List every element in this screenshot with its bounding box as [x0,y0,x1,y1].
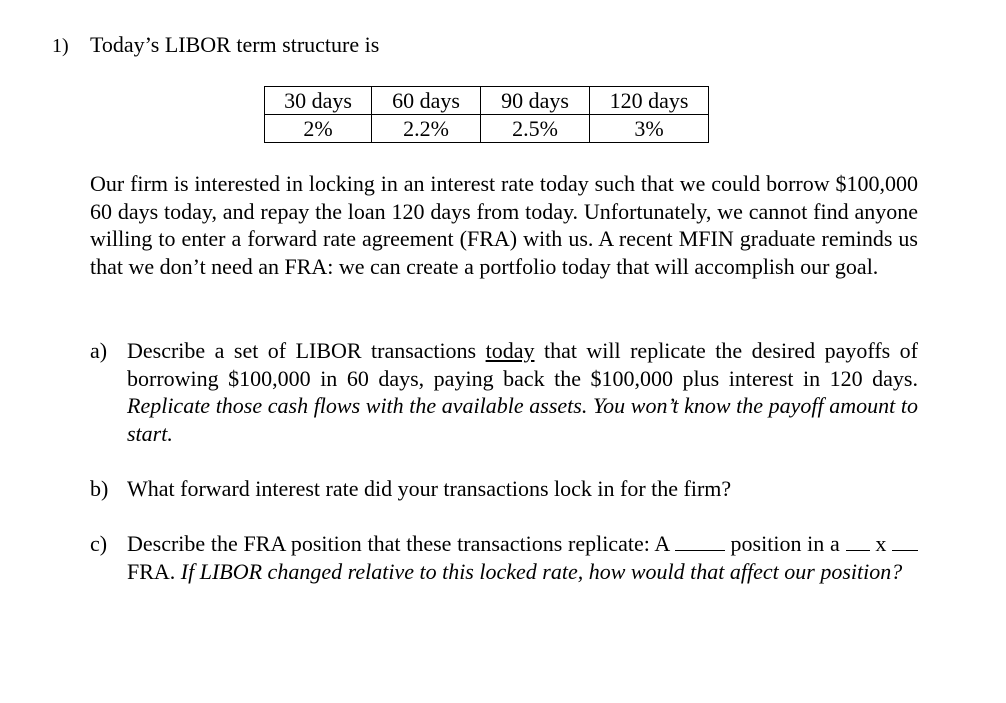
tenor-cell: 60 days [372,87,481,115]
fra-start-blank [846,534,870,551]
part-a-body [127,337,918,447]
position-blank [675,534,725,551]
part-b [90,475,918,503]
part-a-text-1: Describe a set of LIBOR transactions [127,338,477,363]
rate-cell: 2.2% [372,115,481,143]
x-symbol: x [875,531,887,556]
intro-paragraph: Our firm is interested in locking in an interest rate today such that we could borrow $100,000 60 days today, and repay the loan 120 days from today. Unfortunately, we cannot find anyone willing to enter a forward rate agreement (FRA) with us. A recent MFIN graduate reminds us that we don’t need an FRA: we can create a portfolio today that will accomplish our goal. [90,171,918,279]
question-number: 1) [52,35,69,57]
tenor-cell: 30 days [265,87,372,115]
part-c-text-2: position in a [730,531,840,556]
part-c-italic-question: If LIBOR changed relative to this locked rate, how would that affect our position? [180,558,903,584]
part-c [90,530,918,585]
tenor-cell: 90 days [481,87,590,115]
rate-cell: 2.5% [481,115,590,143]
part-c-text-3: FRA. [127,558,176,584]
question-title: Today’s LIBOR term structure is [90,32,380,57]
part-b-label: b) [90,476,109,501]
part-a-underlined-word: today [485,338,535,363]
part-c-label: c) [90,531,108,556]
part-a-italic-note: Replicate those cash flows with the available assets. You won’t know the payoff amount to start. [127,393,918,446]
part-c-body [127,530,918,585]
table-row-rates [265,115,709,143]
libor-term-structure-table [264,86,709,143]
part-c-text-1: Describe the FRA position that these transactions replicate: A [127,531,670,556]
part-a [90,337,918,447]
table-row-tenors [265,87,709,115]
part-b-body: What forward interest rate did your transactions lock in for the firm? [127,476,732,501]
tenor-cell: 120 days [590,87,709,115]
part-a-label: a) [90,338,108,363]
rate-cell: 2% [265,115,372,143]
part-a-text-2: that will replicate the desired payoffs of borrowing $100,000 in 60 days, paying back the $100,000 plus interest in 120 days. [127,338,919,391]
fra-end-blank [892,534,918,551]
question-heading [52,31,379,60]
rate-cell: 3% [590,115,709,143]
